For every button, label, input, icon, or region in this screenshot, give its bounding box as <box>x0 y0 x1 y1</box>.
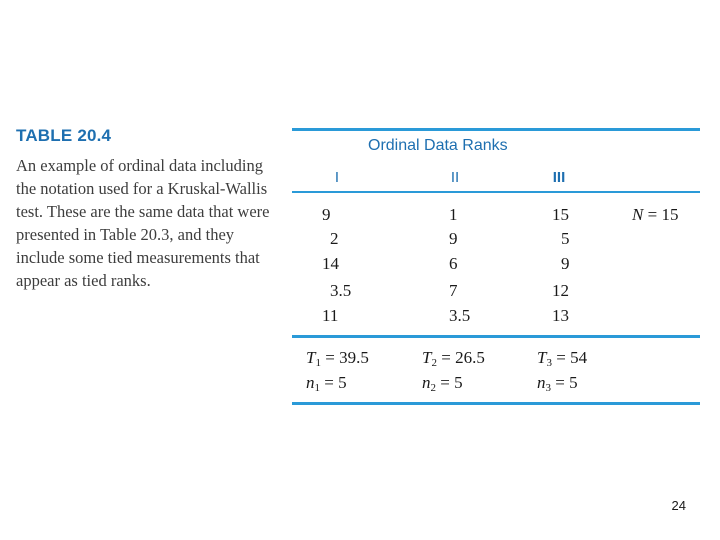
table-cell: 6 <box>449 254 458 273</box>
rank-sum-symbol: T <box>537 348 547 367</box>
rank-sum-value: 39.5 <box>339 348 369 367</box>
rank-sum-3: $T_3 = 54$ <box>537 348 588 369</box>
rank-sum-subscript: 2 <box>431 357 437 369</box>
rank-sum-1: $T_1 = 39.5$ <box>306 348 369 369</box>
body-rule <box>292 335 700 338</box>
rank-sum-2: $T_2 = 26.5$ <box>422 348 485 369</box>
page-number: 24 <box>671 498 686 513</box>
table-cell: 13 <box>552 306 569 325</box>
sample-size-value: 5 <box>454 373 463 392</box>
rank-sum-subscript: 3 <box>546 357 552 369</box>
rank-sum-value: 54 <box>570 348 588 367</box>
sample-size-value: 5 <box>569 373 578 392</box>
sample-size-subscript: 2 <box>430 382 436 394</box>
column-header-1: I <box>334 169 340 186</box>
total-n-value: 15 <box>661 205 679 224</box>
table-cell: 12 <box>552 281 569 300</box>
rank-sum-value: 26.5 <box>455 348 485 367</box>
column-header-3: III <box>552 169 566 186</box>
table-cell: 9 <box>561 254 570 273</box>
table-cell: 5 <box>561 229 570 248</box>
rank-sum-symbol: T <box>306 348 316 367</box>
table-cell: 3.5 <box>449 306 471 325</box>
rank-sum-subscript: 1 <box>315 357 321 369</box>
sample-size-value: 5 <box>338 373 347 392</box>
table-cell: 15 <box>552 205 569 224</box>
top-rule <box>292 128 700 131</box>
total-n: N = 15 <box>632 205 679 224</box>
table-cell: 14 <box>322 254 339 273</box>
sample-size-symbol: n <box>537 373 546 392</box>
table-caption: An example of ordinal data including the notation used for a Kruskal-Wallis test. These are the same data that were presented in Table 20.3, and they include some tied measurements that appear as tied ranks. <box>16 156 270 290</box>
sample-size-3: $n_3 = 5$ <box>537 373 578 394</box>
column-header-2: II <box>450 169 460 186</box>
sample-size-2: $n_2 = 5$ <box>422 373 463 394</box>
sample-size-symbol: n <box>306 373 315 392</box>
table-cell: 2 <box>330 229 339 248</box>
table-title: Ordinal Data Ranks <box>368 137 508 154</box>
table-label: TABLE 20.4 <box>16 126 112 145</box>
sample-size-subscript: 3 <box>545 382 551 394</box>
header-rule <box>292 191 700 193</box>
sample-size-1: $n_1 = 5$ <box>306 373 347 394</box>
table-cell: 3.5 <box>330 281 352 300</box>
sample-size-subscript: 1 <box>314 382 320 394</box>
bottom-rule <box>292 402 700 405</box>
table-cell: 1 <box>449 205 458 224</box>
table-cell: 9 <box>322 205 331 224</box>
total-n-symbol: N <box>632 205 644 224</box>
sample-size-symbol: n <box>422 373 431 392</box>
table-cell: 9 <box>449 229 458 248</box>
table-cell: 7 <box>449 281 458 300</box>
table-caption-block <box>16 126 278 292</box>
rank-sum-symbol: T <box>422 348 432 367</box>
table-cell: 11 <box>322 306 339 325</box>
